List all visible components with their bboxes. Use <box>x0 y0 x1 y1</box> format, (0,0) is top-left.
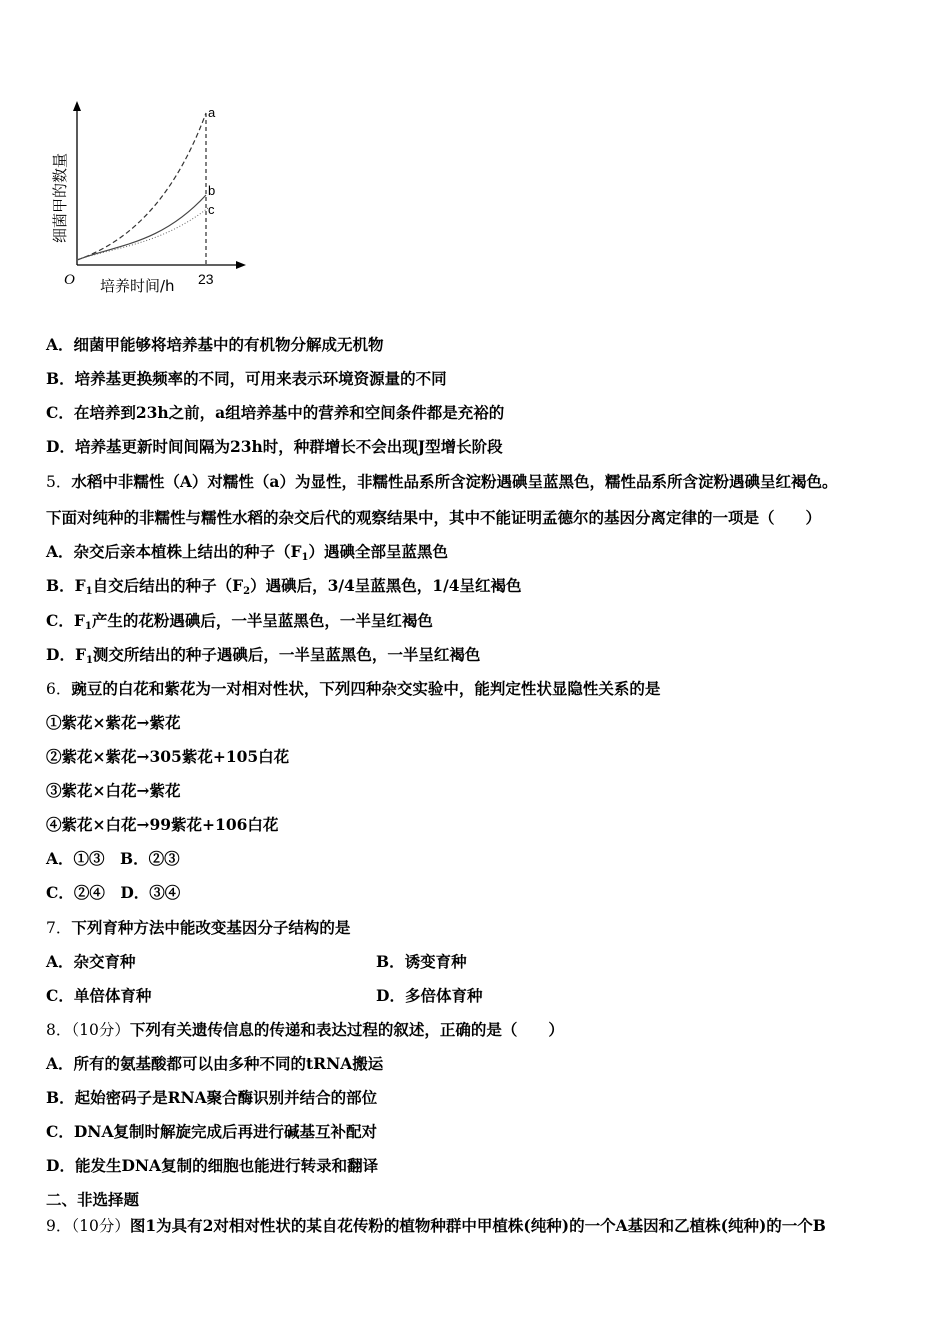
q7-option-b: B．诱变育种 <box>376 952 467 971</box>
q5-stem-line2: 下面对纯种的非糯性与糯性水稻的杂交后代的观察结果中，其中不能证明孟德尔的基因分离定律的一项是（ ） <box>46 508 822 527</box>
q9-stem: 图1为具有2对相对性状的某自花传粉的植物种群中甲植株(纯种)的一个A基因和乙植株(纯种)的一个B <box>129 1216 826 1235</box>
q8-score: （10分） <box>71 1021 130 1039</box>
q7-option-c: C．单倍体育种 <box>46 986 152 1005</box>
q6-item-1: ①紫花×紫花→紫花 <box>46 713 181 732</box>
q5-c-sub: 1 <box>84 621 92 632</box>
q8-stem-line <box>46 1020 564 1040</box>
origin-label: O <box>64 272 75 288</box>
q6-number: 6． <box>46 680 72 698</box>
q5-a-pre: A．杂交后亲本植株上结出的种子（F <box>46 542 302 561</box>
q7-option-a: A．杂交育种 <box>46 952 136 971</box>
q5-b-sub2: 2 <box>243 586 251 597</box>
q4-option-b: B．培养基更换频率的不同，可用来表示环境资源量的不同 <box>46 369 447 388</box>
x-axis-label: 培养时间/h <box>100 277 175 295</box>
q6-item-2: ②紫花×紫花→305紫花+105白花 <box>46 747 290 766</box>
q5-option-d <box>46 645 480 671</box>
q5-c-pre: C．F <box>46 611 85 630</box>
q8-option-a: A．所有的氨基酸都可以由多种不同的tRNA搬运 <box>46 1054 384 1073</box>
q8-option-c: C．DNA复制时解旋完成后再进行碱基互补配对 <box>46 1122 377 1141</box>
q5-c-post: 产生的花粉遇碘后，一半呈蓝黑色，一半呈红褐色 <box>91 611 433 630</box>
curve-label-c: c <box>208 202 215 217</box>
q5-a-sub: 1 <box>301 552 309 563</box>
q8-option-b: B．起始密码子是RNA聚合酶识别并结合的部位 <box>46 1088 378 1107</box>
q4-option-d: D．培养基更新时间间隔为23h时，种群增长不会出现J型增长阶段 <box>46 437 503 456</box>
q5-d-sub: 1 <box>85 655 93 666</box>
q5-stem-line1 <box>46 472 837 492</box>
q6-options-cd: C．②④ D．③④ <box>46 883 181 902</box>
curve-b <box>77 195 206 260</box>
q7-option-d: D．多倍体育种 <box>376 986 483 1005</box>
q5-b-pre: B．F <box>46 576 86 595</box>
q7-number: 7． <box>46 919 72 937</box>
q5-stem1: 水稻中非糯性（A）对糯性（a）为显性，非糯性品系所含淀粉遇碘呈蓝黑色，糯性品系所含淀粉遇碘呈红褐色。 <box>71 472 838 491</box>
q5-b-sub1: 1 <box>85 586 93 597</box>
y-axis-label: 细菌甲的数量 <box>51 152 69 243</box>
q5-number: 5． <box>46 473 72 491</box>
curve-label-a: a <box>208 105 216 120</box>
q5-option-b <box>46 576 522 602</box>
q9-stem-line <box>46 1216 826 1236</box>
q9-number: 9． <box>46 1217 72 1235</box>
q5-d-post: 测交所结出的种子遇碘后，一半呈蓝黑色，一半呈红褐色 <box>92 645 481 664</box>
q4-option-a: A．细菌甲能够将培养基中的有机物分解成无机物 <box>46 335 384 354</box>
q5-b-post: ）遇碘后，3/4呈蓝黑色，1/4呈红褐色 <box>250 576 522 595</box>
q5-option-a <box>46 542 448 568</box>
q6-stem: 豌豆的白花和紫花为一对相对性状，下列四种杂交实验中，能判定性状显隐性关系的是 <box>71 679 661 698</box>
q6-stem-line <box>46 679 660 699</box>
q6-item-3: ③紫花×白花→紫花 <box>46 781 181 800</box>
q7-stem-line <box>46 918 350 938</box>
section-2-heading: 二、非选择题 <box>46 1190 140 1209</box>
q8-option-d: D．能发生DNA复制的细胞也能进行转录和翻译 <box>46 1156 379 1175</box>
x-axis-arrow <box>236 261 246 269</box>
q5-d-pre: D．F <box>46 645 86 664</box>
q9-score: （10分） <box>71 1217 130 1235</box>
q5-option-c <box>46 611 433 637</box>
q6-options-ab: A．①③ B．②③ <box>46 849 180 868</box>
q5-b-mid: 自交后结出的种子（F <box>92 576 244 595</box>
q4-option-c: C．在培养到23h之前，a组培养基中的营养和空间条件都是充裕的 <box>46 403 505 422</box>
q8-number: 8． <box>46 1021 72 1039</box>
q5-a-post: ）遇碘全部呈蓝黑色 <box>308 542 449 561</box>
q6-item-4: ④紫花×白花→99紫花+106白花 <box>46 815 279 834</box>
x-tick-23: 23 <box>198 271 214 287</box>
curve-label-b: b <box>208 183 216 198</box>
y-axis-arrow <box>73 101 81 111</box>
curve-c <box>77 208 208 260</box>
curve-a <box>77 113 206 260</box>
q8-stem: 下列有关遗传信息的传递和表达过程的叙述，正确的是（ ） <box>129 1020 564 1039</box>
q7-stem: 下列育种方法中能改变基因分子结构的是 <box>71 918 351 937</box>
population-growth-figure <box>40 95 270 305</box>
